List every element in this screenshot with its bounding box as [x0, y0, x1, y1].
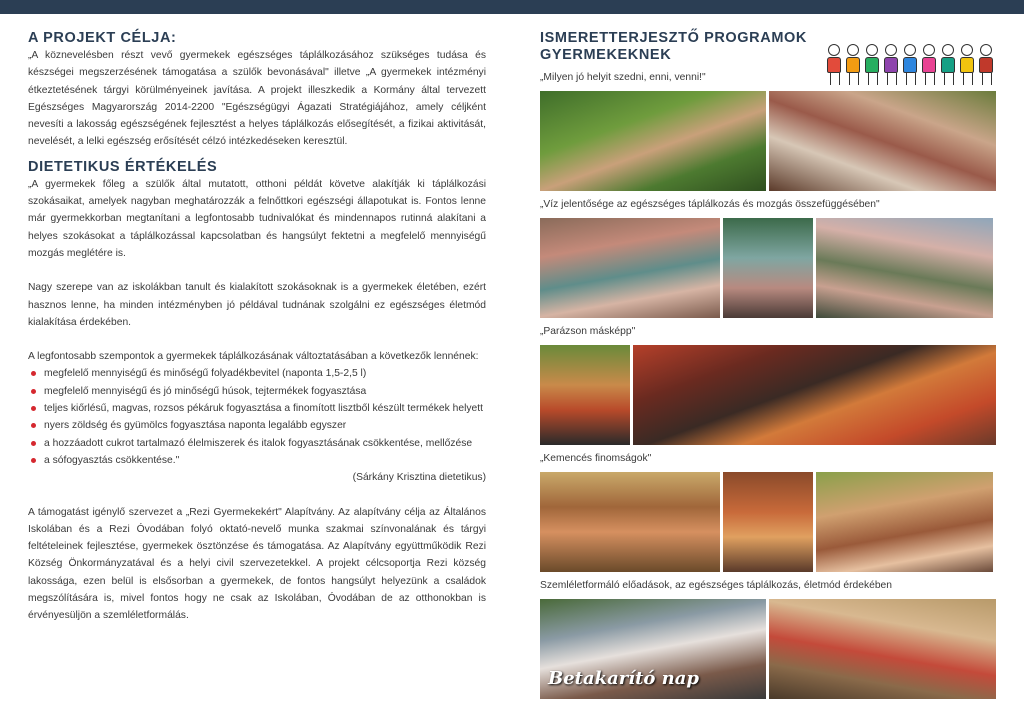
child-figure-icon [977, 44, 995, 86]
child-figure-icon [863, 44, 881, 86]
foundation-text: A támogatást igénylő szervezet a „Rezi Gyermekekért" Alapítvány. Az alapítvány célja az Általános Iskolában és a Rezi Óvodában folyó oktató-nevelő munka szakmai színvonalának és tárgyi feltételeinek fejlesztése, gyermekek ösztönzése és támogatása. Az Alapítvány együttműködik Rezi Község Önkormányzatával és a helyi civil szervezetekkel. A projekt célcsoportja Rezi község lakossága, ezen belül is elsősorban a gyermekek, de fontos hangsúlyt helyezünk a családok megszólítására is, mivel fontos hogy ne csak az Iskolában, Óvodában de az otthonokban is érvényesüljön a szemléletformálás. [28, 506, 486, 622]
top-banner [0, 0, 1024, 14]
list-item: a sófogyasztás csökkentése." [28, 452, 486, 469]
programs-heading: ISMERETTERJESZTŐ PROGRAMOK GYERMEKEKNEK [540, 30, 807, 63]
list-item: nyers zöldség és gyümölcs fogyasztása naponta legalább egyszer [28, 417, 486, 434]
photo-lecture-presenter [769, 599, 996, 699]
photo-baking-table [540, 472, 720, 572]
photo-kneading-dough [816, 472, 993, 572]
caption-water: „Víz jelentősége az egészséges táplálkozás és mozgás összefüggésében" [540, 199, 880, 210]
photo-row-lectures [540, 599, 996, 699]
child-figure-icon [939, 44, 957, 86]
photo-grilling [540, 345, 630, 445]
child-figure-icon [901, 44, 919, 86]
child-figure-icon [844, 44, 862, 86]
dietitian-paragraph-2: Nagy szerepe van az iskolákban tanult és kialakított szokásoknak is a gyermekek életében, ezért hasznos lenne, ha minden intézményben jó példával tudnának szolgálni ez egészséges életmód kialakítása érdekében. [28, 282, 486, 328]
children-illustration [825, 44, 995, 86]
list-item: megfelelő mennyiségű és minőségű folyadékbevitel (naponta 1,5-2,5 l) [28, 365, 486, 382]
list-item: megfelelő mennyiségű és jó minőségű húsok, tejtermékek fogyasztása [28, 383, 486, 400]
photo-barbecue-children [633, 345, 996, 445]
child-figure-icon [825, 44, 843, 86]
left-column [28, 30, 486, 625]
child-figure-icon [920, 44, 938, 86]
dietitian-paragraph-3: A legfontosabb szempontok a gyermekek táplálkozásának változtatásában a következők lennének: [28, 351, 479, 363]
photo-row-water [540, 218, 996, 318]
photo-cooking-demo [540, 599, 766, 699]
right-column [540, 30, 996, 699]
dietitian-paragraph-1: „A gyermekek főleg a szülők által mutatott, otthoni példát követve alakítják ki táplálkozási szokásaikat, amelyek nagyban meghatározzák a felnőttkori egészségi állapotukat is. Fontos lenne már gyermekkorban megtanítani a legfontosabb tudnivalókat és mindennapos rutinná alakítani a helyes szokásokat a táplálkozással kapcsolatban és hangsúlyt fektetni a megfelelő mennyiségű mozgás meglétére is. [28, 178, 486, 259]
dietitian-heading: DIETETIKUS ÉRTÉKELÉS [28, 158, 218, 175]
child-figure-icon [882, 44, 900, 86]
photo-garden-children [540, 91, 766, 191]
project-goal-text: „A köznevelésben részt vevő gyermekek egészséges táplálkozásához szükséges tudása és készségei megszerzésének támogatása a szülők bevonásával" illetve „A gyermekek intézményi étkeztetésének tárgyi körülményeinek javítása. A projekt illeszkedik a Kormány által tervezett Egészséges Magyarország 2014-2200 "Egészségügyi Ágazati Stratégiájához, amely céljként nevesíti a lakosság egészségének fejlesztést a helyes táplálkozás elősegítését, a fizikai aktivitását, nevelését, a lelki egészség erősítését célzó intézkedéseken keresztül. [28, 50, 486, 148]
photo-row-harvest [540, 91, 996, 191]
caption-lectures: Szemléletformáló előadások, az egészséges táplálkozás, életmód érdekében [540, 580, 893, 591]
photo-row-oven [540, 472, 996, 572]
list-item: teljes kiőrlésű, magvas, rozsos pékáruk fogyasztása a finomított lisztből készült termékek helyett [28, 400, 486, 417]
recommendation-list [28, 365, 486, 469]
photo-water-activity [723, 218, 813, 318]
photo-baked-goods [723, 472, 813, 572]
list-item: a hozzáadott cukrot tartalmazó élelmiszerek és italok fogyasztásának csökkentése, mellőzése [28, 435, 486, 452]
harvest-day-stamp: Betakarító nap [548, 668, 700, 689]
child-figure-icon [958, 44, 976, 86]
photo-children-group [540, 218, 720, 318]
signature: (Sárkány Krisztina dietetikus) [352, 472, 486, 484]
photo-row-grill [540, 345, 996, 445]
photo-children-drinking [816, 218, 993, 318]
project-goal-heading: A PROJEKT CÉLJA: [28, 30, 177, 46]
caption-harvest: „Milyen jó helyit szedni, enni, venni!" [540, 72, 706, 83]
photo-tasting-table [769, 91, 996, 191]
caption-oven: „Kemencés finomságok" [540, 453, 652, 464]
caption-grill: „Parázson másképp" [540, 326, 636, 337]
